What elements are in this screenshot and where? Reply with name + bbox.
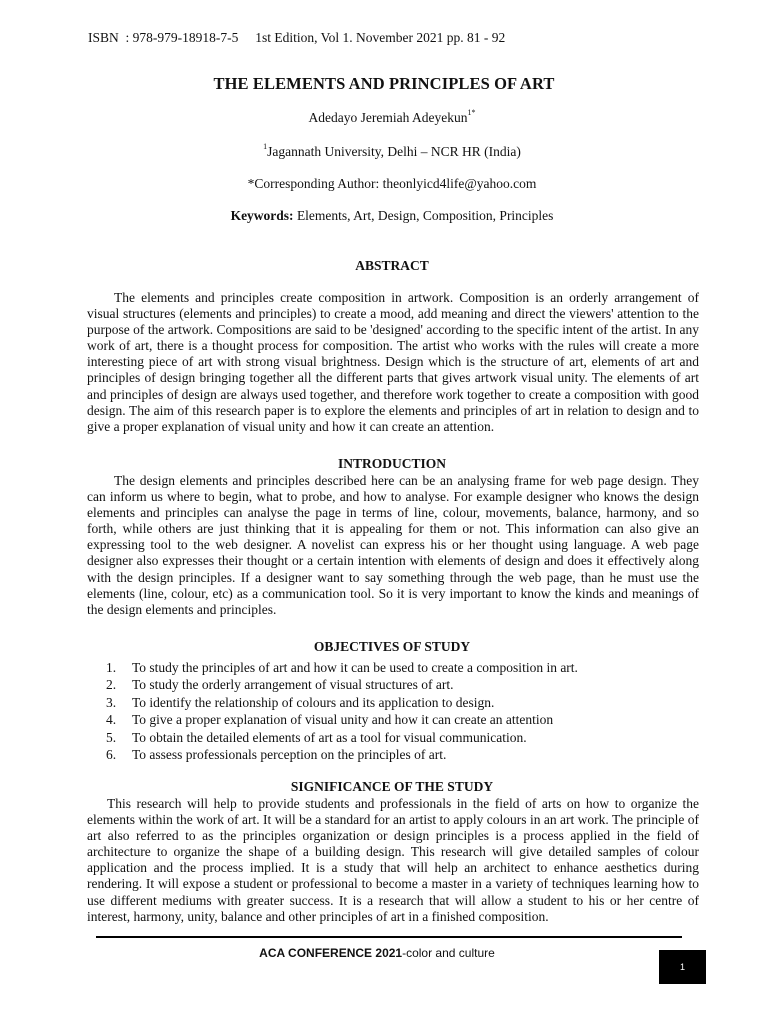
page-number: 1: [679, 962, 685, 972]
page-number-box: [659, 950, 706, 984]
list-item-number: 5.: [106, 729, 117, 745]
list-item: [106, 729, 578, 746]
list-item-number: 1.: [106, 660, 117, 675]
list-item: [106, 711, 578, 728]
paper-title: THE ELEMENTS AND PRINCIPLES OF ART: [213, 74, 555, 93]
list-item-number: 4.: [106, 712, 117, 728]
conference-footer: [0, 946, 754, 960]
list-item-text: To study the orderly arrangement of visual structures of art.: [132, 677, 454, 693]
list-item: [106, 746, 578, 763]
affiliation-superscript: 1: [263, 142, 268, 151]
list-item-text: To assess professionals perception on the principles of art.: [132, 747, 447, 763]
list-item-text: To obtain the detailed elements of art as a tool for visual communication.: [132, 729, 527, 745]
affiliation-line: [0, 144, 768, 160]
introduction-text: The design elements and principles described here can be an analysing frame for web page design. They can inform us where to begin, what to probe, and how to analyse. For example designer who knows the design elements and principles can analyse the page in terms of line, colour, movements, balance, harmony, and so forth, while others are just thinking that it is appealing for them or not. This information can also give an expressing tool to the web designer. A novelist can express his or her thought using language. A web page designer also expresses their thought or a certain intention with elements of design and does it effectively along with the design principles. If a designer want to say something through the web page, than he must use the elements (line, colour, etc) as a communication tool. So it is very important to know the kinds and meanings of the design elements and principles.: [87, 473, 699, 617]
author-name: Adedayo Jeremiah Adeyekun: [308, 110, 468, 125]
introduction-heading: INTRODUCTION: [337, 456, 446, 471]
abstract-heading: ABSTRACT: [355, 258, 429, 273]
objectives-list: [106, 659, 578, 763]
keywords-label: Keywords:: [230, 208, 294, 223]
conference-theme: -color and culture: [402, 946, 495, 960]
keywords-line: [0, 208, 768, 224]
objectives-heading: OBJECTIVES OF STUDY: [313, 639, 471, 654]
footer-divider: [96, 936, 682, 938]
significance-text: This research will help to provide students and professionals in the field of arts on how to organize the elements within the work of art. It will be a standard for an artist to apply colours in an art work. The principle of art also referred to as the principles organization or design principles is a process applied in the field of architecture to organize the shape of a building design. This research will give detailed samples of colour application and the process implied. It is a study that will help an architect to enhance aesthetics during rendering. It will expose a student or professional to become a master in a variety of techniques learning how to use different mediums with greater success. It is a research that will allow a student to his or her centre of interest, harmony, unity, balance and other principles of art in a finished composition.: [87, 796, 699, 924]
corresponding-author: *Corresponding Author: theonlyicd4life@yahoo.com: [247, 176, 537, 191]
list-item-number: 3.: [106, 694, 117, 710]
list-item-number: 6.: [106, 747, 117, 763]
list-item: [106, 694, 578, 711]
list-item-number: 2.: [106, 677, 117, 693]
author-superscript: 1*: [467, 108, 476, 117]
author-line: [0, 110, 768, 126]
keywords-value: Elements, Art, Design, Composition, Principles: [293, 208, 554, 223]
conference-name: ACA CONFERENCE 2021: [259, 946, 403, 960]
list-item-text: To study the principles of art and how it can be used to create a composition in art.: [132, 660, 578, 675]
list-item-text: To identify the relationship of colours and its application to design.: [132, 694, 495, 710]
list-item: [106, 659, 578, 676]
abstract-text: The elements and principles create composition in artwork. Composition is an orderly arrangement of visual structures (elements and principles) to create a mood, add meaning and direct the viewers' attention to the purpose of the artwork. Compositions are said to be 'designed' according to the specific intent of the artist. In any work of art, there is a thought process for composition. The artist who works with the rules will create a more interesting piece of art with strong visual brightness. Design which is the structure of art, elements of art and principles of design bringing together all the different parts that gives artwork visual unity. The elements of art and principles of design are always used together, and therefore work together to create a composition with good design. The aim of this research paper is to explore the elements and principles of art in relation to design and to give a proper explanation of visual unity and how it can create an attention.: [87, 290, 699, 434]
list-item-text: To give a proper explanation of visual unity and how it can create an attention: [132, 712, 554, 728]
affiliation-text: Jagannath University, Delhi – NCR HR (India): [267, 144, 521, 159]
isbn-header: ISBN : 978-979-18918-7-5 1st Edition, Vol 1. November 2021 pp. 81 - 92: [88, 30, 506, 45]
list-item: [106, 676, 578, 693]
significance-heading: SIGNIFICANCE OF THE STUDY: [290, 779, 494, 794]
